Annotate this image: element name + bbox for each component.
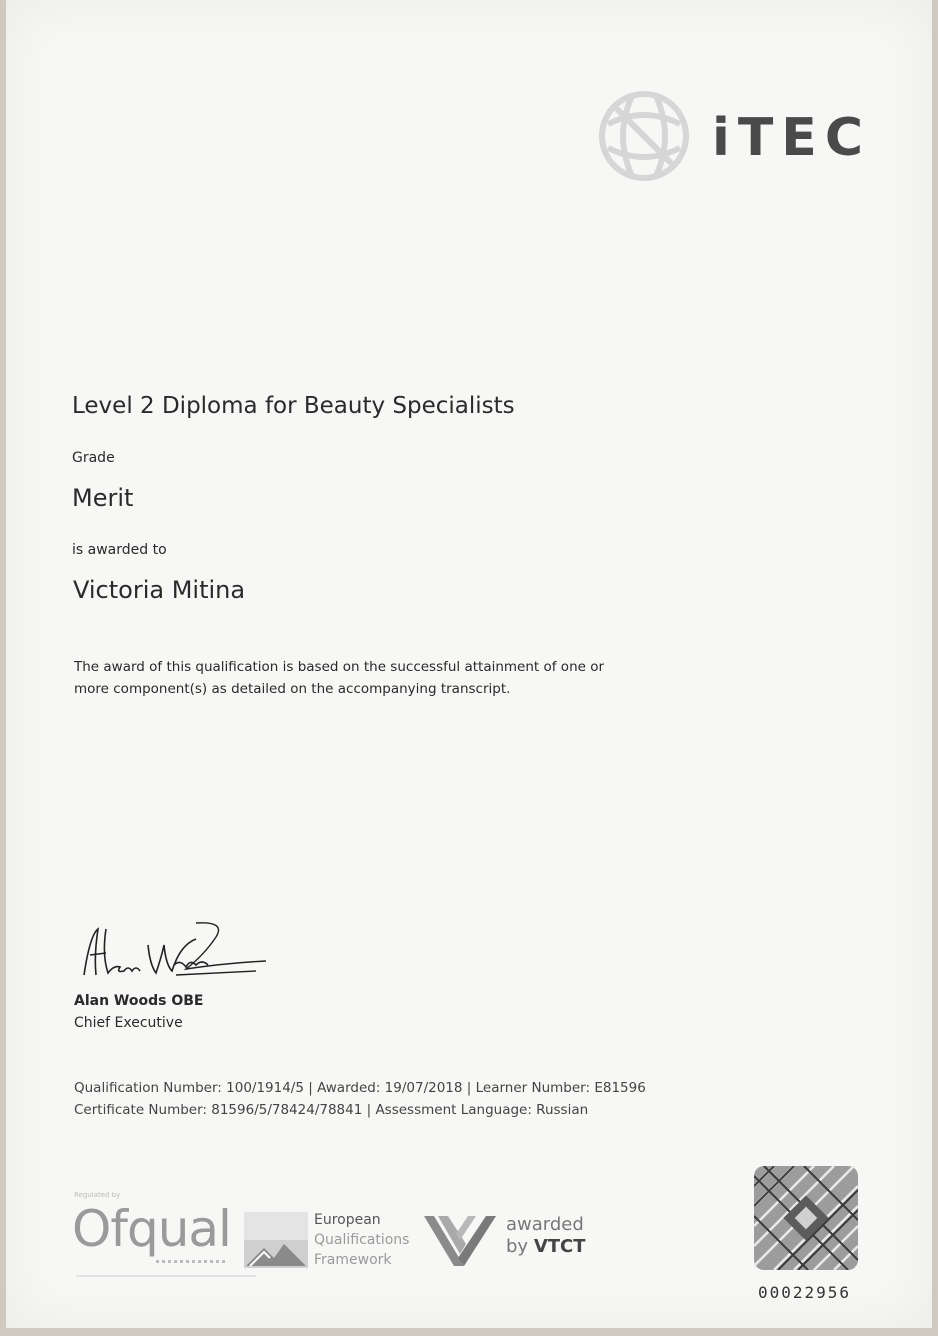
award-statement [74,656,674,700]
ofqual-regulated-label: Regulated by [74,1191,121,1199]
ofqual-dots-decoration [156,1260,226,1263]
vtct-logo-icon [420,1206,500,1272]
details-line-2: Certificate Number: 81596/5/78424/78841 | Assessment Language: Russian [74,1102,589,1118]
signatory-name: Alan Woods OBE [74,993,204,1009]
vtct-awarded-label: awarded [506,1214,584,1235]
serial-number: 00022956 [758,1283,852,1302]
logo-wordmark: iTEC [712,108,871,168]
vtct-by-label: by [506,1236,529,1257]
ofqual-footer-line [76,1275,256,1277]
recipient-name: Victoria Mitina [73,576,246,604]
eqf-line-3: Framework [314,1252,392,1268]
certificate-details [74,1077,774,1121]
eqf-logo-icon [244,1212,308,1268]
signature-image [76,915,276,985]
hologram-seal-icon [754,1166,858,1270]
globe-icon [594,86,694,186]
awarded-to-label: is awarded to [72,542,167,558]
eqf-wordmark [314,1210,409,1270]
ofqual-logo: Ofqual [72,1200,231,1258]
qualification-title: Level 2 Diploma for Beauty Specialists [72,393,515,419]
vtct-by-line [506,1236,586,1258]
certificate-page [6,0,932,1328]
eqf-line-1: European [314,1212,381,1228]
statement-line-1: The award of this qualification is based on the successful attainment of one or [74,659,605,675]
vtct-name: VTCT [533,1236,586,1257]
eqf-line-2: Qualifications [314,1232,410,1248]
itec-logo [594,86,874,186]
signatory-title: Chief Executive [74,1015,183,1031]
statement-line-2: more component(s) as detailed on the accompanying transcript. [74,681,511,697]
grade-label: Grade [72,450,115,466]
vtct-wordmark [506,1214,586,1258]
grade-value: Merit [72,484,134,512]
details-line-1: Qualification Number: 100/1914/5 | Awarded: 19/07/2018 | Learner Number: E81596 [74,1080,646,1096]
